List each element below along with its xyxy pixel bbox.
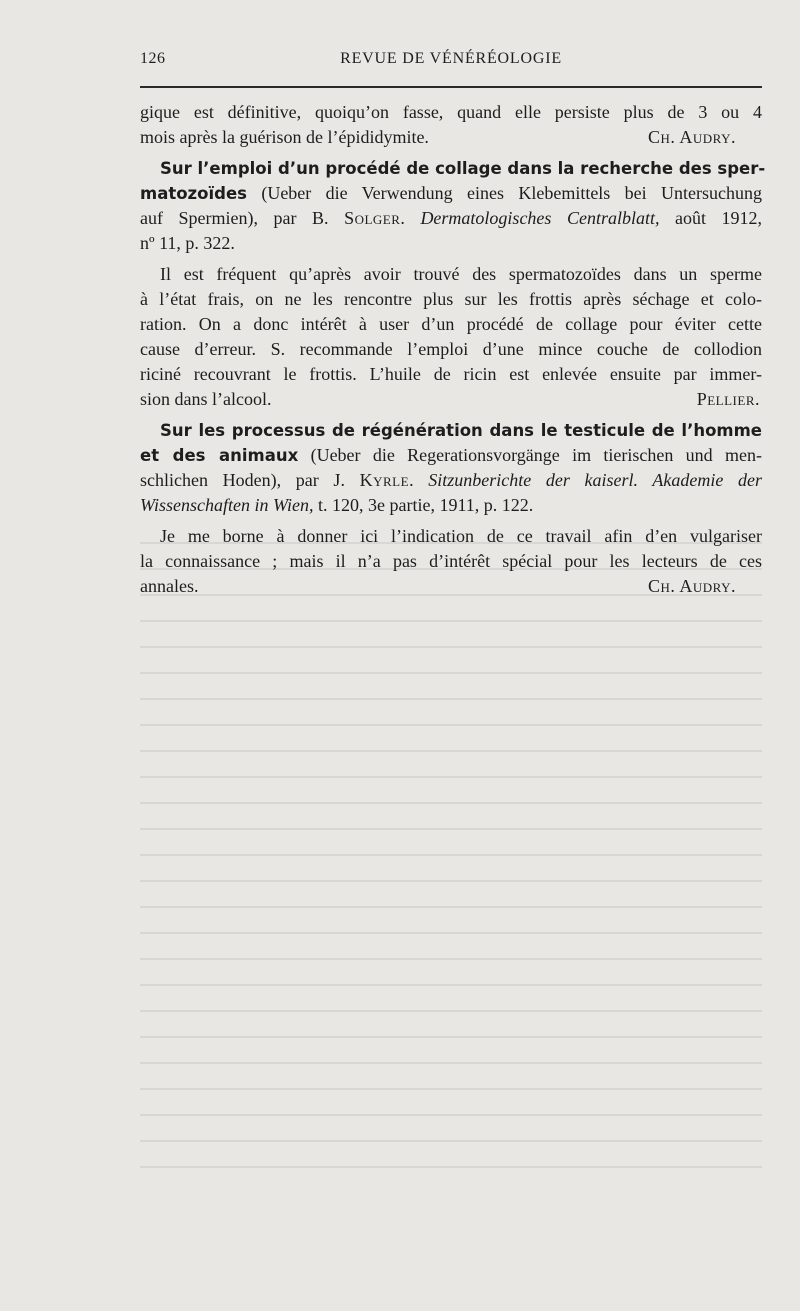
citation-date: août 1912, — [659, 208, 762, 228]
article-title-line — [140, 418, 762, 443]
signature: Pellier. — [696, 389, 760, 409]
citation-text: schlichen Hoden), par J. — [140, 470, 360, 490]
article-title: Sur les processus de régénération dans le testicule de l’homme — [160, 421, 762, 440]
text-line: gique est définitive, quoiqu’on fasse, quand elle persiste plus de 3 ou 4 — [140, 102, 762, 122]
article-title: Sur l’emploi d’un procédé de collage dans la recherche des sper- — [160, 159, 766, 178]
text-line-signed — [140, 125, 762, 150]
article-citation-line — [140, 181, 762, 206]
text-line: à l’état frais, on ne les rencontre plus sur les frottis après séchage et colo- — [140, 289, 762, 309]
page-header — [140, 50, 762, 74]
page-number: 126 — [140, 50, 166, 67]
text-line-signed — [140, 387, 762, 412]
citation-text: (Ueber die Regerationsvorgänge im tierischen und men- — [298, 445, 762, 465]
article-title-line — [140, 156, 766, 181]
author-name: Solger — [344, 208, 401, 228]
article-citation-line: auf Spermien), par B. Solger. Dermatologisches Centralblatt, août 1912, — [140, 208, 762, 228]
citation-text: (Ueber die Verwendung eines Klebemittels bei Untersuchung — [246, 183, 762, 203]
text-line: cause d’erreur. S. recommande l’emploi d’une mince couche de collodion — [140, 339, 762, 359]
page-body — [140, 100, 766, 599]
article-title: et des animaux — [140, 446, 299, 465]
text-line-signed — [140, 574, 762, 599]
citation-text: t. 120, 3e partie, 1911, p. 122. — [313, 495, 534, 515]
journal-name: Sitzunberichte der kaiserl. Akademie der — [428, 470, 762, 490]
text-line: Il est fréquent qu’après avoir trouvé des spermatozoïdes dans un sperme — [160, 264, 762, 284]
text-line: la connaissance ; mais il n’a pas d’intérêt spécial pour les lecteurs de ces — [140, 551, 762, 571]
text-line: Je me borne à donner ici l’indication de ce travail afin d’en vulgariser — [160, 526, 762, 546]
signature: Ch. Audry. — [647, 576, 736, 596]
text-line: riciné recouvrant le frottis. L’huile de ricin est enlevée ensuite par immer- — [140, 364, 762, 384]
article-citation-line: schlichen Hoden), par J. Kyrle. Sitzunberichte der kaiserl. Akademie der — [140, 470, 762, 490]
article-title: matozoïdes — [140, 184, 247, 203]
journal-name: Wissenschaften in Wien, — [140, 495, 314, 515]
text-line: ration. On a donc intérêt à user d’un procédé de collage pour éviter cette — [140, 314, 762, 334]
author-name: Kyrle — [359, 470, 410, 490]
header-rule — [140, 86, 762, 88]
text-line-end: annales. — [140, 576, 199, 596]
article-citation-line: nº 11, p. 322. — [140, 233, 235, 253]
signature: Ch. Audry. — [647, 127, 736, 147]
article-citation-line — [140, 443, 762, 468]
article-citation-line — [140, 493, 762, 518]
running-title: REVUE DE VÉNÉRÉOLOGIE — [340, 50, 562, 67]
bleed-through-texture — [140, 530, 762, 1170]
journal-name: Dermatologisches Centralblatt, — [420, 208, 660, 228]
text-line-end: sion dans l’alcool. — [140, 389, 272, 409]
text-line-end: mois après la guérison de l’épididymite. — [140, 127, 429, 147]
citation-text: auf Spermien), par B. — [140, 208, 345, 228]
